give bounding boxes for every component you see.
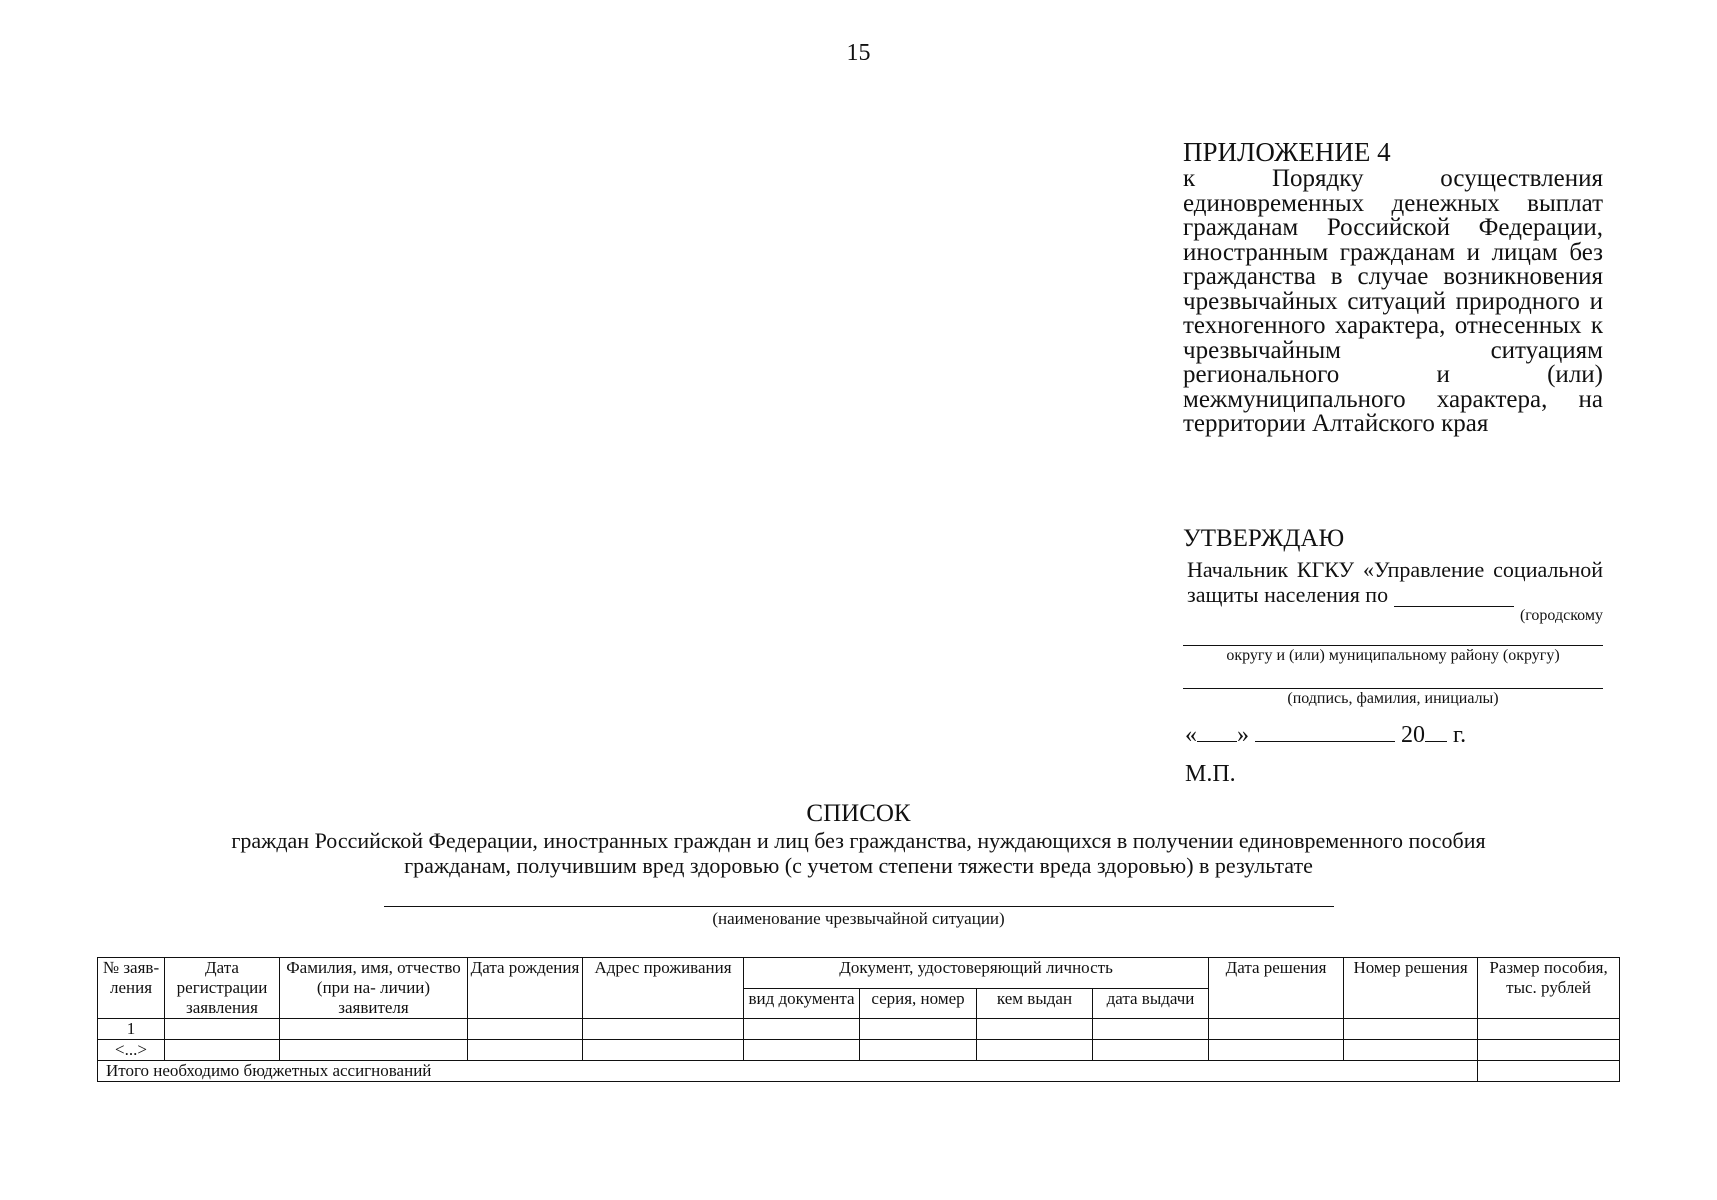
signature-caption: (подпись, фамилия, инициалы) [1287, 690, 1499, 707]
col-header-decision-number: Номер решения [1344, 958, 1478, 1019]
district-caption: округу и (или) муниципальному району (округу) [1226, 647, 1560, 664]
table-cell [1093, 1040, 1209, 1061]
row-number-cell: <...> [98, 1040, 165, 1061]
total-amount-cell [1478, 1061, 1620, 1082]
table-cell [1344, 1040, 1478, 1061]
table-cell [468, 1019, 583, 1040]
col-header-decision-date: Дата решения [1209, 958, 1344, 1019]
table-cell [280, 1040, 468, 1061]
table-cell [860, 1040, 977, 1061]
col-header-doc-issue-date: дата выдачи [1093, 988, 1209, 1019]
table-cell [744, 1040, 860, 1061]
table-cell [977, 1019, 1093, 1040]
col-header-registration-date: Дата регистрации заявления [165, 958, 280, 1019]
date-close-quote: » [1237, 722, 1249, 748]
list-subtitle: граждан Российской Федерации, иностранных граждан и лиц без гражданства, нуждающихся в получении единовременного пособия гражданам, получившим вред здоровью (с учетом степени тяжести вреда здоровью) в результате [231, 828, 1486, 878]
table-cell [1209, 1019, 1344, 1040]
appendix-block [1183, 137, 1603, 437]
total-label: Итого необходимо бюджетных ассигнований [98, 1061, 1478, 1082]
table-cell [977, 1040, 1093, 1061]
date-year-prefix: 20 [1401, 722, 1425, 748]
list-heading [0, 800, 1717, 931]
col-header-number: № заяв- ления [98, 958, 165, 1019]
total-row [98, 1061, 1620, 1082]
approval-block [1183, 525, 1603, 788]
table-cell [1478, 1019, 1620, 1040]
table-cell [1478, 1040, 1620, 1061]
table-row [98, 1019, 1620, 1040]
table-row [98, 1040, 1620, 1061]
city-caption: (городскому [1519, 607, 1603, 624]
table-cell [1093, 1019, 1209, 1040]
table-cell [468, 1040, 583, 1061]
head-position-label: Начальник КГКУ «Управление социальной защиты населения по [1187, 557, 1603, 607]
table-cell [583, 1019, 744, 1040]
year-fill-line [1425, 721, 1447, 742]
col-header-birth-date: Дата рождения [468, 958, 583, 1019]
city-fill-line [1394, 588, 1514, 607]
head-position-text [1183, 557, 1603, 607]
row-number-cell: 1 [98, 1019, 165, 1040]
stamp-place: М.П. [1185, 761, 1236, 787]
day-fill-line [1197, 721, 1237, 742]
applicants-table [97, 957, 1620, 1082]
table-cell [744, 1019, 860, 1040]
table-cell [860, 1019, 977, 1040]
table-cell [280, 1019, 468, 1040]
appendix-title: ПРИЛОЖЕНИЕ 4 [1183, 137, 1391, 167]
page-number: 15 [846, 40, 871, 66]
table-cell [1209, 1040, 1344, 1061]
col-header-doc-series: серия, номер [860, 988, 977, 1019]
col-header-id-document: Документ, удостоверяющий личность [744, 958, 1209, 989]
list-title: СПИСОК [806, 800, 911, 827]
approval-date [1183, 721, 1603, 749]
table-header-row [98, 958, 1620, 989]
table-cell [1344, 1019, 1478, 1040]
table-cell [583, 1040, 744, 1061]
date-open-quote: « [1185, 722, 1197, 748]
col-header-doc-type: вид документа [744, 988, 860, 1019]
table-cell [165, 1019, 280, 1040]
situation-caption: (наименование чрезвычайной ситуации) [712, 909, 1005, 928]
col-header-full-name: Фамилия, имя, отчество (при на- личии) заявителя [280, 958, 468, 1019]
approve-title: УТВЕРЖДАЮ [1183, 525, 1345, 552]
col-header-address: Адрес проживания [583, 958, 744, 1019]
appendix-text: к Порядку осуществления единовременных денежных выплат гражданам Российской Федерации, иностранным гражданам и лицам без гражданства в случае возникновения чрезвычайных ситуаций природного и техногенного характера, отнесенных к чрезвычайным ситуациям регионального и (или) межмуниципального характера, на территории Алтайского края [1183, 165, 1603, 437]
col-header-benefit-amount: Размер пособия, тыс. рублей [1478, 958, 1620, 1019]
col-header-doc-issued-by: кем выдан [977, 988, 1093, 1019]
date-year-suffix: г. [1453, 722, 1467, 748]
month-fill-line [1255, 721, 1395, 742]
table-cell [165, 1040, 280, 1061]
